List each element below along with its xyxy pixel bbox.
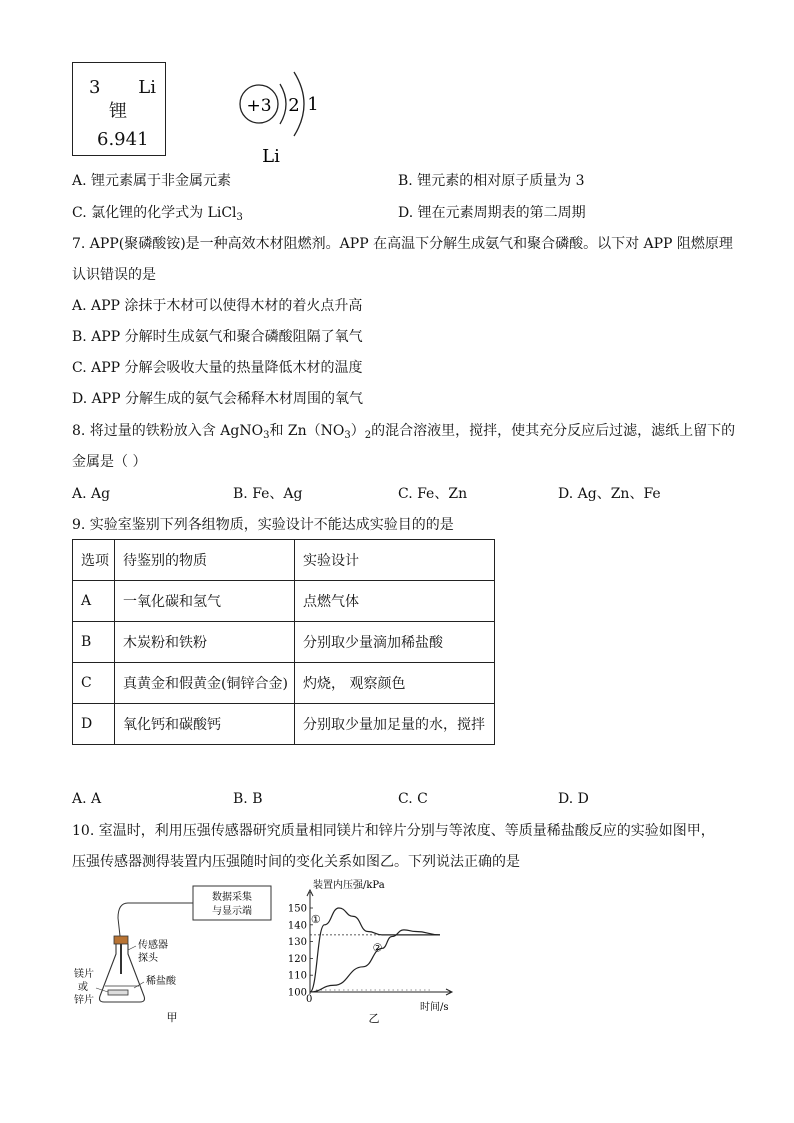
y-tick-label: 150: [287, 903, 307, 915]
q8-option-d: D. Ag、Zn、Fe: [558, 486, 661, 502]
q7-option-a: A. APP 涂抹于木材可以使得木材的着火点升高: [72, 298, 363, 314]
atomic-number: 3: [89, 77, 101, 98]
y-tick-label: 140: [287, 920, 307, 932]
q8-option-b: B. Fe、Ag: [233, 486, 303, 502]
table-cell: 点燃气体: [295, 581, 495, 622]
connection-wire: [118, 903, 193, 936]
table-row: [73, 704, 495, 745]
table-header-cell: 待鉴别的物质: [115, 540, 295, 581]
table-header-row: [73, 540, 495, 581]
q7-option-c: C. APP 分解会吸收大量的热量降低木材的温度: [72, 360, 363, 376]
pressure-chart: [282, 876, 462, 1028]
q9-stem: 9. 实验室鉴别下列各组物质，实验设计不能达成实验目的的是: [72, 517, 454, 533]
acid-label: 稀盐酸: [146, 976, 176, 987]
q9-table: [72, 539, 495, 745]
shell1-electrons: 2: [288, 95, 300, 116]
element-card: [72, 62, 166, 156]
q8-stem-line1: 8. 将过量的铁粉放入含 AgNO$_3$和 $Zn(NO_3)_2$的混合溶液里，搅拌，使其充分反应后过滤，滤纸上留下的: [72, 423, 736, 441]
table-cell: D: [73, 704, 115, 745]
table-cell: A: [73, 581, 115, 622]
q7-stem-line1: 7. APP(聚磷酸铵)是一种高效木材阻燃剂。APP 在高温下分解生成氨气和聚合磷酸。以下对 APP 阻燃原理: [72, 236, 733, 252]
origin-label: 0: [306, 994, 313, 1005]
q10-stem-line1: 10. 室温时，利用压强传感器研究质量相同镁片和锌片分别与等浓度、等质量稀盐酸反应的实验如图甲，: [72, 823, 715, 839]
element-symbol: Li: [138, 77, 156, 98]
q9-option-a: A. A: [72, 791, 102, 807]
series-line-2: [310, 930, 440, 992]
series-label-1: ①: [310, 913, 321, 927]
element-name: 锂: [109, 101, 127, 122]
q7-option-d: D. APP 分解生成的氨气会稀释木材周围的氧气: [72, 391, 364, 407]
q8-option-c: C. Fe、Zn: [398, 486, 468, 502]
q7-option-b: B. APP 分解时生成氨气和聚合磷酸阻隔了氧气: [72, 329, 363, 345]
table-cell: 分别取少量加足量的水，搅拌: [295, 704, 495, 745]
q6-option-b: B. 锂元素的相对原子质量为 3: [398, 173, 585, 189]
table-cell: 分别取少量滴加稀盐酸: [295, 622, 495, 663]
stopper: [114, 936, 128, 944]
metal-label-line1: 镁片: [74, 969, 94, 980]
chart-series: [310, 908, 440, 992]
y-tick-label: 120: [287, 953, 307, 965]
apparatus-diagram: [68, 878, 288, 1028]
q10-stem-line2: 压强传感器测得装置内压强随时间的变化关系如图乙。下列说法正确的是: [72, 854, 520, 870]
atom-structure-diagram: [230, 64, 330, 168]
sensor-label-line2: 探头: [138, 953, 158, 964]
q9-option-c: C. C: [398, 791, 428, 807]
x-axis-label: 时间/s: [420, 1002, 449, 1013]
table-cell: C: [73, 663, 115, 704]
y-tick-label: 130: [287, 937, 307, 949]
table-cell: 灼烧， 观察颜色: [295, 663, 495, 704]
series-label-2: ②: [372, 941, 383, 955]
q6-option-a: A. 锂元素属于非金属元素: [72, 173, 232, 189]
metal-label-line2: 或: [78, 982, 88, 993]
y-tick-label: 110: [287, 970, 307, 982]
sensor-label-line1: 传感器: [138, 940, 168, 951]
table-row: [73, 663, 495, 704]
table-header-cell: 实验设计: [295, 540, 495, 581]
table-row: [73, 581, 495, 622]
q6-option-c: C. 氯化锂的化学式为 LiCl$_3$: [72, 205, 243, 223]
q7-stem-line2: 认识错误的是: [72, 267, 156, 283]
box-label-line1: 数据采集: [212, 892, 252, 903]
q8-stem-line2: 金属是（ ）: [72, 454, 147, 470]
table-row: [73, 622, 495, 663]
atomic-mass: 6.941: [97, 129, 149, 150]
nucleus-charge: +3: [246, 96, 272, 116]
q9-option-d: D. D: [558, 791, 589, 807]
table-cell: B: [73, 622, 115, 663]
table-cell: 氧化钙和碳酸钙: [115, 704, 295, 745]
atom-label: Li: [262, 146, 280, 167]
shell2-electrons: 1: [307, 94, 319, 115]
q6-option-d: D. 锂在元素周期表的第二周期: [398, 205, 586, 221]
y-axis-label: 装置内压强/kPa: [313, 880, 385, 891]
figure-caption-jia: 甲: [166, 1011, 178, 1024]
y-tick-label: 100: [287, 987, 307, 999]
figure-caption-yi: 乙: [368, 1012, 380, 1025]
table-cell: 一氧化碳和氢气: [115, 581, 295, 622]
table-header-cell: 选项: [73, 540, 115, 581]
metal-strip: [108, 990, 128, 995]
table-cell: 真黄金和假黄金(铜锌合金): [115, 663, 295, 704]
q9-option-b: B. B: [233, 791, 263, 807]
q8-option-a: A. Ag: [72, 486, 111, 502]
table-cell: 木炭粉和铁粉: [115, 622, 295, 663]
metal-label-line3: 锌片: [74, 995, 94, 1006]
box-label-line2: 与显示端: [212, 906, 252, 917]
